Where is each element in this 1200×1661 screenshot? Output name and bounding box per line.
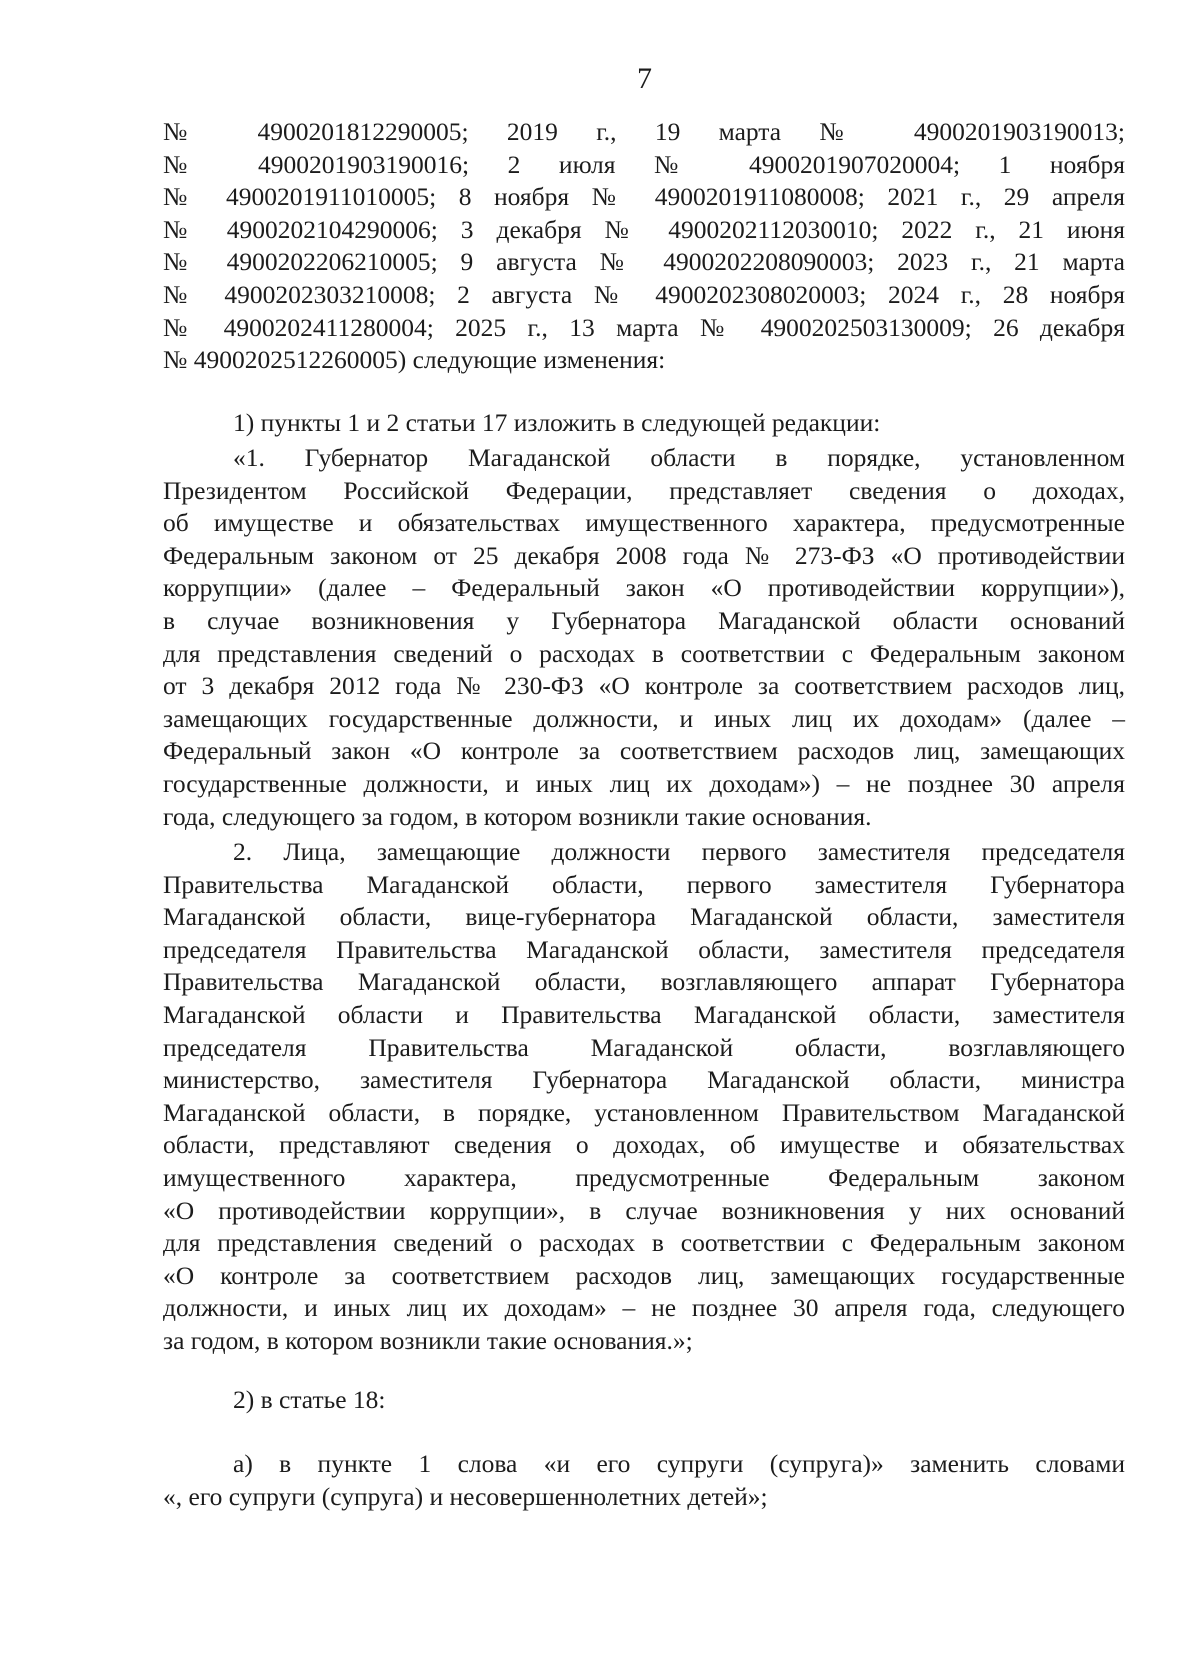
text-line: № 4900201812290005; 2019 г., 19 марта № 4900201903190013; <box>163 117 1125 146</box>
item-2a-paragraph <box>163 1448 1125 1513</box>
text-line: Федеральный закон «О контроле за соответствием расходов лиц, замещающих <box>163 736 1125 766</box>
text-line: а) в пункте 1 слова «и его супруги (супруга)» заменить словами <box>233 1449 1125 1478</box>
text-line: председателя Правительства Магаданской области, заместителя председателя <box>163 934 1125 964</box>
text-line: от 3 декабря 2012 года № 230-ФЗ «О контроле за соответствием расходов лиц, <box>163 671 1125 701</box>
item-2-heading: 2) в статье 18: <box>233 1385 386 1414</box>
text-line: замещающих государственные должности, и иных лиц их доходам» (далее – <box>163 703 1125 733</box>
text-line: «1. Губернатор Магаданской области в порядке, установленном <box>233 443 1125 472</box>
text-line: об имуществе и обязательствах имущественного характера, предусмотренные <box>163 508 1125 538</box>
intro-paragraph <box>163 116 1125 377</box>
text-line: в случае возникновения у Губернатора Магаданской области оснований <box>163 605 1125 635</box>
text-line: Магаданской области, в порядке, установленном Правительством Магаданской <box>163 1097 1125 1127</box>
text-line: № 4900202303210008; 2 августа № 4900202308020003; 2024 г., 28 ноября <box>163 279 1125 309</box>
text-line: Магаданской области, вице-губернатора Магаданской области, заместителя <box>163 902 1125 932</box>
text-line: № 4900202512260005) следующие изменения: <box>163 345 666 375</box>
text-line: Магаданской области и Правительства Магаданской области, заместителя <box>163 999 1125 1029</box>
text-line: 2. Лица, замещающие должности первого заместителя председателя <box>233 837 1125 866</box>
text-line: должности, и иных лиц их доходам» – не позднее 30 апреля года, следующего <box>163 1293 1125 1323</box>
text-line: года, следующего за годом, в котором возникли такие основания. <box>163 801 872 831</box>
text-line: Федеральным законом от 25 декабря 2008 года № 273-ФЗ «О противодействии <box>163 540 1125 570</box>
text-line: государственные должности, и иных лиц их доходам») – не позднее 30 апреля <box>163 768 1125 798</box>
text-line: № 4900202104290006; 3 декабря № 4900202112030010; 2022 г., 21 июня <box>163 214 1125 244</box>
clause-2-paragraph <box>163 836 1125 1358</box>
text-line: председателя Правительства Магаданской области, возглавляющего <box>163 1032 1125 1062</box>
text-line: № 4900202411280004; 2025 г., 13 марта № 4900202503130009; 26 декабря <box>163 312 1125 342</box>
text-line: за годом, в котором возникли такие основания.»; <box>163 1325 693 1355</box>
text-line: Правительства Магаданской области, возглавляющего аппарат Губернатора <box>163 967 1125 997</box>
item-1-heading: 1) пункты 1 и 2 статьи 17 изложить в следующей редакции: <box>233 408 881 437</box>
text-line: № 4900201911010005; 8 ноября № 4900201911080008; 2021 г., 29 апреля <box>163 182 1125 212</box>
text-line: № 4900201903190016; 2 июля № 4900201907020004; 1 ноября <box>163 149 1125 179</box>
text-line: коррупции» (далее – Федеральный закон «О противодействии коррупции»), <box>163 573 1125 603</box>
clause-1-paragraph <box>163 442 1125 833</box>
text-line: «О противодействии коррупции», в случае возникновения у них оснований <box>163 1195 1125 1225</box>
text-line: Президентом Российской Федерации, представляет сведения о доходах, <box>163 475 1125 505</box>
text-line: области, представляют сведения о доходах, об имуществе и обязательствах <box>163 1130 1125 1160</box>
text-line: имущественного характера, предусмотренные Федеральным законом <box>163 1162 1125 1192</box>
text-line: министерство, заместителя Губернатора Магаданской области, министра <box>163 1065 1125 1095</box>
text-line: для представления сведений о расходах в соответствии с Федеральным законом <box>163 1228 1125 1258</box>
text-line: для представления сведений о расходах в соответствии с Федеральным законом <box>163 638 1125 668</box>
text-line: «, его супруги (супруга) и несовершеннолетних детей»; <box>163 1481 768 1511</box>
page-number: 7 <box>637 62 652 95</box>
text-line: № 4900202206210005; 9 августа № 4900202208090003; 2023 г., 21 марта <box>163 247 1125 277</box>
text-line: Правительства Магаданской области, первого заместителя Губернатора <box>163 869 1125 899</box>
text-line: «О контроле за соответствием расходов лиц, замещающих государственные <box>163 1260 1125 1290</box>
